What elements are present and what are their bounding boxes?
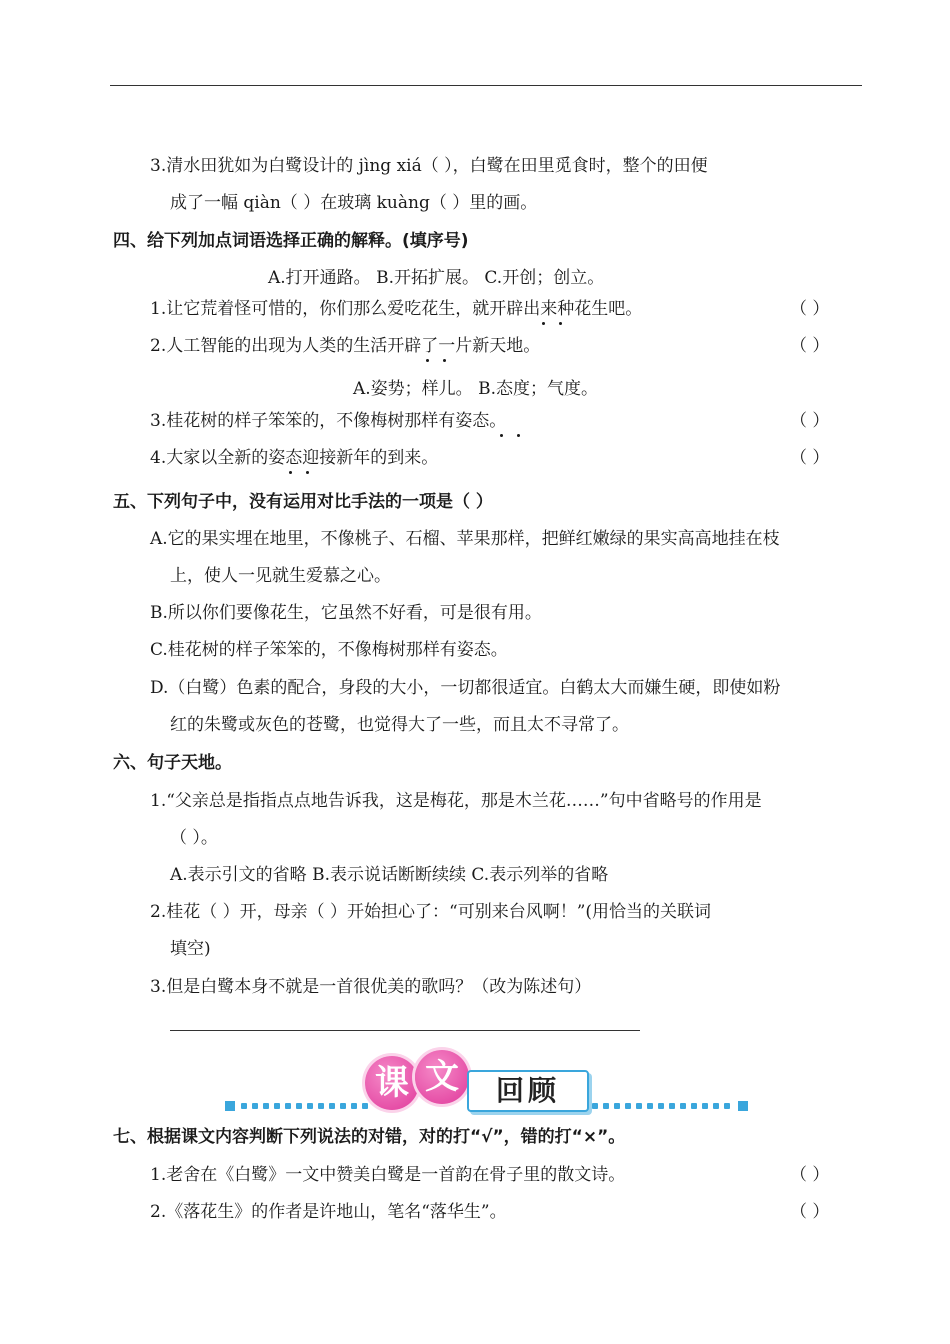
emphasis-dots <box>540 322 580 328</box>
section5-option-d-line2: 红的朱鹭或灰色的苍鹭，也觉得大了一些，而且太不寻常了。 <box>170 715 629 735</box>
banner-left-bar <box>225 1102 375 1110</box>
section7-q2-answer[interactable]: （ ） <box>790 1202 830 1222</box>
section4-q3: 3.桂花树的样子笨笨的，不像梅树那样有姿态。 <box>150 411 507 431</box>
section6-q1-line2: （ ）。 <box>170 828 218 848</box>
q3-fill-line1: 3.清水田犹如为白鹭设计的 jìng xiá（ ），白鹭在田里觅食时，整个的田便 <box>150 156 708 176</box>
section4-q1: 1.让它荒着怪可惜的，你们那么爱吃花生，就开辟出来种花生吧。 <box>150 299 643 319</box>
section6-q1-options: A.表示引文的省略 B.表示说话断断续续 C.表示列举的省略 <box>170 865 609 885</box>
section6-q3: 3.但是白鹭本身不就是一首很优美的歌吗？（改为陈述句） <box>150 977 592 997</box>
section6-q3-answer-line[interactable] <box>170 1030 640 1031</box>
section4-heading: 四、给下列加点词语选择正确的解释。(填序号) <box>113 231 469 251</box>
section5-option-a-line2: 上，使人一见就生爱慕之心。 <box>170 566 391 586</box>
section4-options1: A.打开通路。 B.开拓扩展。 C.开创；创立。 <box>268 268 605 288</box>
banner-char-ke: 课 <box>365 1056 419 1110</box>
section6-q2-line2: 填空) <box>170 939 211 959</box>
section5-option-c: C.桂花树的样子笨笨的，不像梅树那样有姿态。 <box>150 640 508 660</box>
section4-q2-answer[interactable]: （ ） <box>790 336 830 356</box>
section5-heading: 五、下列句子中，没有运用对比手法的一项是（ ） <box>113 492 493 512</box>
section5-option-d-line1: D.（白鹭）色素的配合，身段的大小，一切都很适宜。白鹤太大而嫌生硬，即使如粉 <box>150 678 781 698</box>
section7-heading: 七、根据课文内容判断下列说法的对错，对的打“√”，错的打“×”。 <box>113 1127 626 1147</box>
lesson-review-banner <box>220 1046 755 1116</box>
section4-options2: A.姿势；样儿。 B.态度；气度。 <box>353 379 598 399</box>
q3-fill-line2: 成了一幅 qiàn（ ）在玻璃 kuàng（ ）里的画。 <box>170 193 538 213</box>
banner-right-bar <box>590 1102 750 1110</box>
emphasis-dots <box>424 359 464 365</box>
section7-q1-answer[interactable]: （ ） <box>790 1165 830 1185</box>
section5-option-a-line1: A.它的果实埋在地里，不像桃子、石榴、苹果那样，把鲜红嫩绿的果实高高地挂在枝 <box>150 529 780 549</box>
emphasis-dots <box>287 471 327 477</box>
section6-heading: 六、句子天地。 <box>113 753 232 773</box>
section7-q2: 2.《落花生》的作者是许地山，笔名“落华生”。 <box>150 1202 507 1222</box>
banner-char-wen: 文 <box>415 1050 469 1104</box>
emphasis-dots <box>498 434 538 440</box>
section6-q1-line1: 1.“父亲总是指指点点地告诉我，这是梅花，那是木兰花……”句中省略号的作用是 <box>150 791 762 811</box>
section4-q3-answer[interactable]: （ ） <box>790 411 830 431</box>
section5-option-b: B.所以你们要像花生，它虽然不好看，可是很有用。 <box>150 603 542 623</box>
section4-q4-answer[interactable]: （ ） <box>790 448 830 468</box>
section6-q2-line1: 2.桂花（ ）开，母亲（ ）开始担心了：“可别来台风啊！”(用恰当的关联词 <box>150 902 712 922</box>
section4-q2: 2.人工智能的出现为人类的生活开辟了一片新天地。 <box>150 336 541 356</box>
section4-q1-answer[interactable]: （ ） <box>790 299 830 319</box>
header-rule <box>110 85 862 86</box>
section7-q1: 1.老舍在《白鹭》一文中赞美白鹭是一首韵在骨子里的散文诗。 <box>150 1165 626 1185</box>
banner-tag: 回顾 <box>467 1070 589 1112</box>
section4-q4: 4.大家以全新的姿态迎接新年的到来。 <box>150 448 439 468</box>
